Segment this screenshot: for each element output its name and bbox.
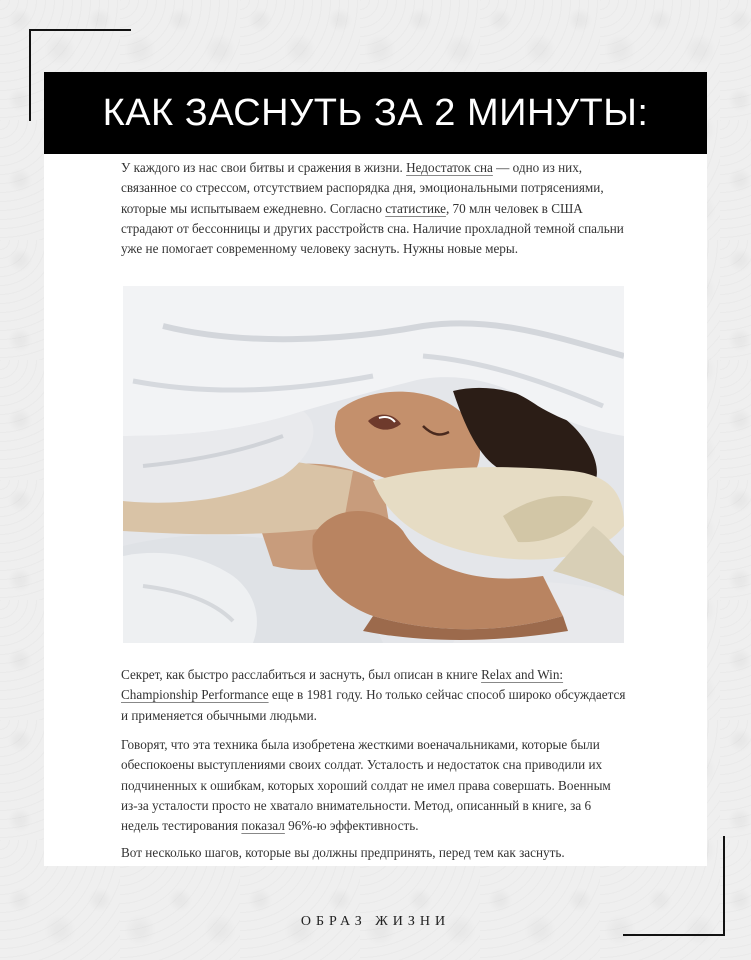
military-text-2: 96%-ю эффективность. (284, 818, 419, 834)
book-title-link[interactable]: Relax and Win: Championship Performance (121, 667, 564, 703)
statistics-link[interactable]: статистике (385, 200, 446, 216)
brand-footer: ОБРАЗ ЖИЗНИ (300, 914, 451, 929)
sleepless-man-photo (123, 286, 624, 643)
intro-text-1: У каждого из нас свои битвы и сражения в жизни. (121, 160, 407, 175)
book-text-1: Секрет, как быстро расслабиться и заснуть, был описан в книге (121, 667, 482, 682)
intro-paragraph (121, 158, 626, 259)
page-title: КАК ЗАСНУТЬ ЗА 2 МИНУТЫ: (102, 91, 649, 134)
photo-illustration (123, 286, 624, 643)
intro-text-2: — одно из них, связанное со стрессом, отсутствием распорядка дня, эмоциональными потрясениями, которые мы испытываем ежедневно. Согласно (121, 160, 604, 216)
book-text-2: еще в 1981 году. Но только сейчас способ широко обсуждается и применяется обычными людьми. (121, 687, 626, 723)
book-paragraph (121, 665, 626, 726)
sleep-deprivation-link[interactable]: Недостаток сна (406, 160, 493, 175)
results-link[interactable]: показал (241, 818, 285, 834)
military-text-1: Говорят, что эта техника была изобретена жесткими военачальниками, которые были обеспокоены выступлениями своих солдат. Усталость и недостаток сна приводили их подчиненных к ошибкам, которых хороший солдат не имел права совершать. Военным из-за усталости просто не хватало внимательности. Метод, описанный в книге, за 6 недель тестирования (121, 737, 611, 834)
intro-text-3: , 70 млн человек в США страдают от бессонницы и других расстройств сна. Наличие прохладной темной спальни уже не помогает современному человеку заснуть. Нужны новые меры. (121, 200, 624, 257)
military-paragraph (121, 735, 626, 836)
title-banner (44, 72, 707, 154)
steps-intro-paragraph: Вот несколько шагов, которые вы должны предпринять, перед тем как заснуть. (121, 845, 565, 860)
article-card (44, 154, 707, 866)
